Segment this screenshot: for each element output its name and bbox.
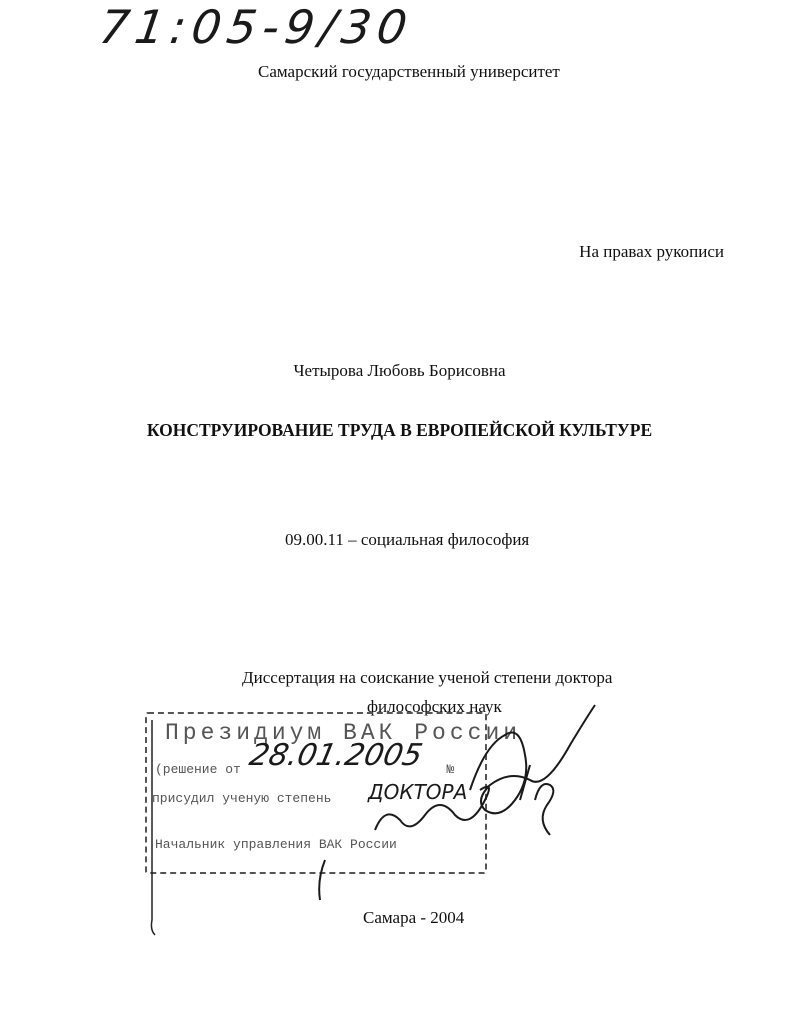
margin-bracket <box>151 720 155 935</box>
initials-mark <box>470 705 595 813</box>
stamp-number-label: № <box>446 762 455 777</box>
university-name: Самарский государственный университет <box>258 62 560 81</box>
stamp-signatory: Начальник управления ВАК России <box>155 837 397 852</box>
dissertation-title: КОНСТРУИРОВАНИЕ ТРУДА В ЕВРОПЕЙСКОЙ КУЛЬТУРЕ <box>146 420 653 440</box>
handwritten-degree: ДОКТОРА <box>368 780 468 804</box>
handwritten-date: 28.01.2005 <box>246 738 426 773</box>
rights-notice: На правах рукописи <box>579 242 724 261</box>
stamp-degree-label: присудил ученую степень <box>152 791 332 806</box>
city-year: Самара - 2004 <box>363 908 465 927</box>
specialty-code: 09.00.11 – социальная философия <box>285 530 530 549</box>
dissertation-degree-line-1: Диссертация на соискание ученой степени доктора <box>242 668 613 687</box>
stamp-decision-text: (решение от <box>155 762 241 777</box>
handwritten-archive-code: 71:05-9/30 <box>96 0 417 54</box>
author-name: Четырова Любовь Борисовна <box>293 361 506 380</box>
dissertation-degree-line-2: философских наук <box>367 697 502 716</box>
stamp-header: Президиум ВАК России <box>165 720 522 746</box>
signature-scrawl <box>375 787 489 830</box>
signature-tail <box>319 860 325 900</box>
